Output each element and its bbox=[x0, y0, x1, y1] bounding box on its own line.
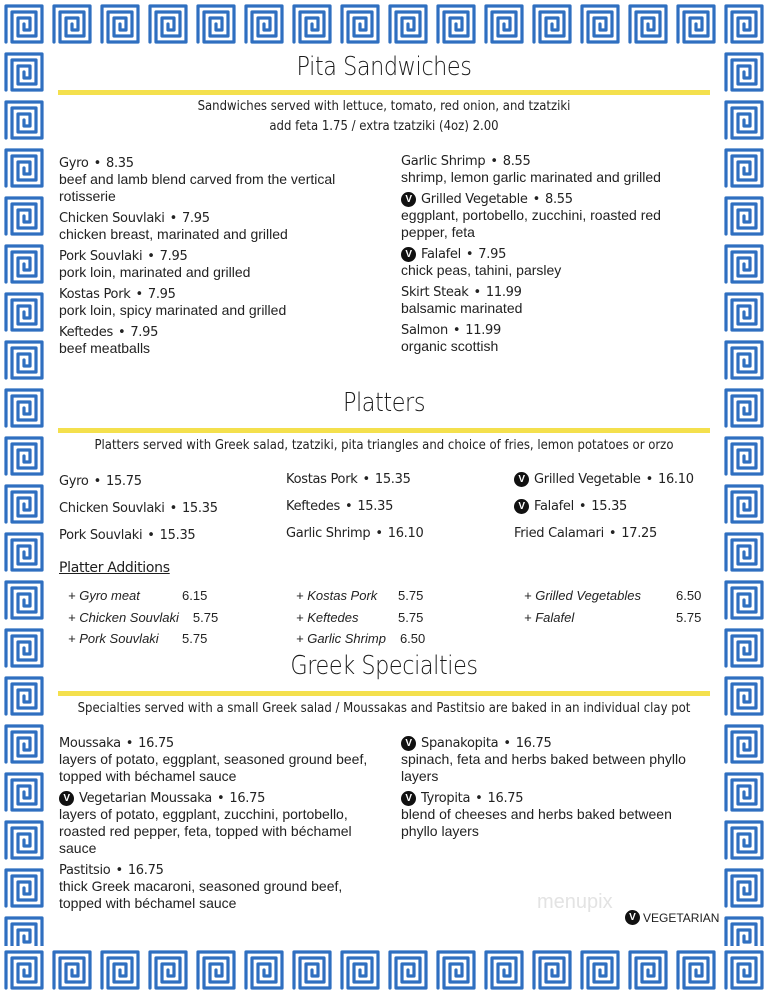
pita-right-column bbox=[401, 154, 701, 361]
additions-column-3 bbox=[524, 585, 724, 628]
bullet-separator: • bbox=[473, 285, 481, 300]
vegetarian-badge-icon: V bbox=[401, 192, 416, 207]
specialties-rule bbox=[58, 691, 710, 696]
addition-price: 5.75 bbox=[398, 609, 424, 625]
bullet-separator: • bbox=[169, 211, 177, 226]
bullet-separator: • bbox=[362, 472, 370, 487]
additions-column-1 bbox=[68, 585, 288, 650]
menu-item-name: Chicken Souvlaki bbox=[59, 211, 165, 226]
platter-item-price: 16.10 bbox=[657, 472, 694, 487]
addition-name: + Gyro meat bbox=[68, 588, 140, 604]
platter-item-name: Gyro bbox=[59, 474, 89, 489]
menu-item-price: 7.95 bbox=[130, 325, 159, 340]
platter-item bbox=[59, 522, 279, 549]
platter-item bbox=[59, 468, 279, 495]
greek-key-tile bbox=[0, 816, 48, 864]
menu-item-header bbox=[401, 285, 701, 300]
greek-key-tile bbox=[720, 768, 768, 816]
bullet-separator: • bbox=[125, 736, 134, 751]
greek-key-tile bbox=[432, 946, 480, 994]
platter-addition bbox=[296, 585, 516, 607]
greek-key-tile bbox=[336, 0, 384, 48]
border-bottom bbox=[0, 946, 768, 994]
vegetarian-badge-icon: V bbox=[59, 791, 74, 806]
menu-item-description: chicken breast, marinated and grilled bbox=[59, 226, 288, 242]
bullet-separator: • bbox=[169, 501, 177, 516]
platter-addition bbox=[524, 585, 724, 607]
menu-item-header bbox=[59, 287, 369, 302]
menu-item-price: 8.55 bbox=[502, 154, 531, 169]
greek-key-tile bbox=[96, 946, 144, 994]
greek-key-tile bbox=[720, 192, 768, 240]
border-right bbox=[720, 48, 768, 946]
bullet-separator: • bbox=[135, 287, 143, 302]
menu-item-description: layers of potato, eggplant, seasoned ground beef, topped with béchamel sauce bbox=[59, 751, 368, 784]
greek-key-tile bbox=[288, 946, 336, 994]
bullet-separator: • bbox=[490, 154, 498, 169]
bullet-separator: • bbox=[216, 791, 225, 806]
greek-key-tile bbox=[240, 0, 288, 48]
menu-item-description: organic scottish bbox=[401, 338, 499, 354]
greek-key-tile bbox=[624, 946, 672, 994]
menu-item-header bbox=[401, 323, 701, 338]
watermark: menupix bbox=[537, 891, 613, 913]
menu-item-header bbox=[401, 154, 701, 169]
platter-additions-title: Platter Additions bbox=[59, 560, 170, 576]
menu-item-price: 7.95 bbox=[181, 211, 210, 226]
pita-rule bbox=[58, 90, 710, 95]
addition-name: + Pork Souvlaki bbox=[68, 631, 159, 647]
greek-key-tile bbox=[96, 0, 144, 48]
greek-key-tile bbox=[720, 432, 768, 480]
platters-rule bbox=[58, 428, 710, 433]
menu-item bbox=[59, 249, 369, 281]
platter-item-price: 15.35 bbox=[181, 501, 218, 516]
greek-key-tile bbox=[144, 946, 192, 994]
bullet-separator: • bbox=[117, 325, 126, 340]
greek-key-tile bbox=[720, 0, 768, 48]
menu-item-header bbox=[59, 249, 369, 264]
bullet-separator: • bbox=[608, 526, 617, 541]
greek-key-tile bbox=[0, 912, 48, 946]
greek-key-tile bbox=[0, 946, 48, 994]
greek-key-tile bbox=[0, 720, 48, 768]
platter-addition bbox=[68, 628, 288, 650]
bullet-separator: • bbox=[147, 249, 155, 264]
bullet-separator: • bbox=[93, 474, 101, 489]
platter-addition bbox=[68, 585, 288, 607]
greek-key-tile bbox=[0, 672, 48, 720]
greek-key-tile bbox=[336, 946, 384, 994]
menu-item-name: Grilled Vegetable bbox=[421, 192, 528, 207]
platter-item-price: 15.35 bbox=[159, 528, 196, 543]
platter-item bbox=[514, 466, 714, 493]
menu-item-price: 7.95 bbox=[478, 247, 507, 262]
menu-item-price: 7.95 bbox=[147, 287, 176, 302]
menu-item-description: eggplant, portobello, zucchini, roasted red pepper, feta bbox=[401, 207, 661, 240]
menu-item bbox=[401, 247, 701, 279]
greek-key-tile bbox=[720, 946, 768, 994]
bullet-separator: • bbox=[475, 791, 483, 806]
menu-item-name: Garlic Shrimp bbox=[401, 154, 486, 169]
addition-name: + Garlic Shrimp bbox=[296, 631, 386, 647]
greek-key-tile bbox=[288, 0, 336, 48]
bullet-separator: • bbox=[344, 499, 353, 514]
menu-item-description: chick peas, tahini, parsley bbox=[401, 262, 562, 278]
menu-item-price: 16.75 bbox=[127, 863, 164, 878]
bullet-separator: • bbox=[115, 863, 123, 878]
greek-key-tile bbox=[720, 480, 768, 528]
menu-item-price: 7.95 bbox=[159, 249, 188, 264]
greek-key-tile bbox=[528, 0, 576, 48]
menu-item bbox=[59, 211, 369, 243]
platters-title: Platters bbox=[342, 388, 426, 418]
addition-price: 6.15 bbox=[182, 588, 208, 604]
menu-item-name: Tyropita bbox=[421, 791, 471, 806]
menu-item-header bbox=[401, 247, 701, 262]
vegetarian-badge-icon: V bbox=[514, 472, 529, 487]
greek-key-tile bbox=[720, 528, 768, 576]
pita-subtitle-line1: Sandwiches served with lettuce, tomato, red onion, and tzatziki bbox=[197, 99, 571, 114]
menu-item-name: Falafel bbox=[421, 247, 461, 262]
platter-item-price: 15.75 bbox=[105, 474, 142, 489]
addition-price: 5.75 bbox=[192, 609, 219, 625]
platter-addition bbox=[68, 607, 288, 629]
greek-key-tile bbox=[0, 144, 48, 192]
menu-item bbox=[401, 791, 711, 840]
greek-key-tile bbox=[480, 0, 528, 48]
greek-key-tile bbox=[720, 144, 768, 192]
greek-key-tile bbox=[48, 0, 96, 48]
menu-item bbox=[401, 154, 701, 186]
menu-item-description: pork loin, marinated and grilled bbox=[59, 264, 251, 280]
menu-item-price: 11.99 bbox=[465, 323, 501, 338]
platter-item bbox=[514, 493, 714, 520]
greek-key-tile bbox=[0, 192, 48, 240]
greek-specialties-title: Greek Specialties bbox=[290, 651, 478, 681]
menu-item bbox=[59, 736, 369, 785]
menu-item-description: beef and lamb blend carved from the vertical rotisserie bbox=[59, 171, 336, 204]
greek-key-tile bbox=[720, 912, 768, 946]
menu-item-header bbox=[59, 156, 369, 171]
pita-left-column bbox=[59, 156, 369, 363]
menu-item bbox=[59, 325, 369, 357]
bullet-separator: • bbox=[375, 526, 383, 541]
platter-item bbox=[59, 495, 279, 522]
addition-price: 5.75 bbox=[676, 609, 702, 625]
platter-item-name: Garlic Shrimp bbox=[286, 526, 371, 541]
menu-item-header bbox=[59, 736, 369, 751]
menu-item-description: shrimp, lemon garlic marinated and grilled bbox=[401, 169, 661, 185]
platter-item-price: 17.25 bbox=[621, 526, 657, 541]
platter-item-name: Chicken Souvlaki bbox=[59, 501, 165, 516]
menu-item bbox=[401, 192, 701, 241]
greek-key-tile bbox=[0, 96, 48, 144]
menu-item-name: Keftedes bbox=[59, 325, 113, 340]
greek-key-tile bbox=[720, 576, 768, 624]
menu-item-description: beef meatballs bbox=[59, 340, 151, 356]
greek-key-tile bbox=[384, 946, 432, 994]
greek-key-tile bbox=[720, 96, 768, 144]
bullet-separator: • bbox=[147, 528, 155, 543]
greek-key-tile bbox=[720, 864, 768, 912]
greek-key-tile bbox=[144, 0, 192, 48]
menu-item bbox=[59, 863, 369, 912]
vegetarian-badge-icon: V bbox=[401, 791, 416, 806]
greek-key-tile bbox=[720, 720, 768, 768]
pita-sandwiches-title: Pita Sandwiches bbox=[296, 52, 472, 82]
vegetarian-badge-icon: V bbox=[401, 736, 416, 751]
addition-name: + Falafel bbox=[524, 609, 575, 625]
greek-key-tile bbox=[624, 0, 672, 48]
platters-column-1 bbox=[59, 468, 279, 549]
menu-item-price: 8.35 bbox=[105, 156, 134, 171]
vegetarian-legend bbox=[625, 910, 719, 925]
greek-key-tile bbox=[720, 48, 768, 96]
specialties-subtitle: Specialties served with a small Greek salad / Moussakas and Pastitsio are baked in an individual clay pot bbox=[77, 701, 691, 716]
menu-item-price: 16.75 bbox=[138, 736, 174, 751]
platter-item bbox=[514, 520, 714, 547]
greek-key-tile bbox=[720, 240, 768, 288]
platter-item-price: 15.35 bbox=[591, 499, 628, 514]
platters-subtitle: Platters served with Greek salad, tzatziki, pita triangles and choice of fries, lemon potatoes or orzo bbox=[94, 438, 674, 453]
menu-item-name: Skirt Steak bbox=[401, 285, 469, 300]
menu-item-price: 8.55 bbox=[544, 192, 573, 207]
platters-column-3 bbox=[514, 466, 714, 547]
vegetarian-badge-icon: V bbox=[625, 910, 640, 925]
menu-item-name: Moussaka bbox=[59, 736, 121, 751]
menu-item-header bbox=[59, 211, 369, 226]
menu-item-name: Vegetarian Moussaka bbox=[79, 791, 212, 806]
addition-name: + Grilled Vegetables bbox=[524, 588, 641, 604]
addition-name: + Chicken Souvlaki bbox=[68, 609, 179, 625]
menu-page bbox=[50, 48, 718, 946]
platter-item-price: 16.10 bbox=[387, 526, 424, 541]
greek-key-tile bbox=[720, 288, 768, 336]
menu-item bbox=[59, 791, 369, 857]
menu-item-header bbox=[401, 791, 711, 806]
menu-item-description: pork loin, spicy marinated and grilled bbox=[59, 302, 287, 318]
menu-item-price: 16.75 bbox=[515, 736, 552, 751]
vegetarian-badge-icon: V bbox=[401, 247, 416, 262]
platter-item-name: Keftedes bbox=[286, 499, 340, 514]
menu-item-header bbox=[401, 736, 711, 751]
menu-item-description: spinach, feta and herbs baked between phyllo layers bbox=[401, 751, 686, 784]
platter-item-name: Pork Souvlaki bbox=[59, 528, 143, 543]
platter-item bbox=[286, 520, 506, 547]
additions-column-2 bbox=[296, 585, 516, 650]
platter-item-name: Falafel bbox=[534, 499, 574, 514]
bullet-separator: • bbox=[578, 499, 587, 514]
greek-key-tile bbox=[672, 0, 720, 48]
greek-key-tile bbox=[0, 624, 48, 672]
menu-item bbox=[401, 285, 701, 317]
menu-item-name: Kostas Pork bbox=[59, 287, 131, 302]
greek-key-tile bbox=[192, 0, 240, 48]
menu-item-price: 16.75 bbox=[487, 791, 524, 806]
greek-key-tile bbox=[0, 384, 48, 432]
greek-key-tile bbox=[0, 0, 48, 48]
greek-key-tile bbox=[720, 624, 768, 672]
greek-key-tile bbox=[192, 946, 240, 994]
greek-key-tile bbox=[0, 336, 48, 384]
greek-key-tile bbox=[720, 336, 768, 384]
addition-price: 5.75 bbox=[182, 631, 208, 647]
menu-item-name: Spanakopita bbox=[421, 736, 499, 751]
greek-key-tile bbox=[672, 946, 720, 994]
greek-key-tile bbox=[432, 0, 480, 48]
platter-item bbox=[286, 493, 506, 520]
platter-item bbox=[286, 466, 506, 493]
specialties-left-column bbox=[59, 736, 369, 918]
addition-price: 6.50 bbox=[676, 588, 702, 604]
addition-name: + Kostas Pork bbox=[296, 588, 378, 604]
greek-key-tile bbox=[0, 864, 48, 912]
greek-key-tile bbox=[720, 672, 768, 720]
menu-item-header bbox=[59, 863, 369, 878]
menu-item bbox=[59, 156, 369, 205]
menu-item-description: layers of potato, eggplant, zucchini, portobello, roasted red pepper, feta, topped with béchamel sauce bbox=[59, 806, 352, 856]
menu-item-name: Gyro bbox=[59, 156, 89, 171]
greek-key-tile bbox=[0, 480, 48, 528]
platter-item-name: Kostas Pork bbox=[286, 472, 358, 487]
menu-item-price: 11.99 bbox=[485, 285, 522, 300]
greek-key-tile bbox=[720, 384, 768, 432]
greek-key-tile bbox=[576, 946, 624, 994]
greek-key-tile bbox=[0, 432, 48, 480]
platter-addition bbox=[296, 607, 516, 629]
greek-key-tile bbox=[0, 48, 48, 96]
bullet-separator: • bbox=[645, 472, 653, 487]
menu-item bbox=[401, 323, 701, 355]
bullet-separator: • bbox=[532, 192, 540, 207]
menu-item-header bbox=[401, 192, 701, 207]
vegetarian-legend-label: VEGETARIAN bbox=[643, 910, 720, 925]
menu-item-name: Salmon bbox=[401, 323, 448, 338]
menu-item-name: Pork Souvlaki bbox=[59, 249, 143, 264]
border-left bbox=[0, 48, 48, 946]
greek-key-tile bbox=[720, 816, 768, 864]
border-top bbox=[0, 0, 768, 48]
greek-key-tile bbox=[384, 0, 432, 48]
menu-item bbox=[401, 736, 711, 785]
bullet-separator: • bbox=[465, 247, 474, 262]
platter-item-name: Grilled Vegetable bbox=[534, 472, 641, 487]
greek-key-tile bbox=[0, 240, 48, 288]
greek-key-tile bbox=[48, 946, 96, 994]
greek-key-tile bbox=[0, 288, 48, 336]
addition-price: 6.50 bbox=[399, 631, 426, 647]
greek-key-tile bbox=[0, 576, 48, 624]
greek-key-tile bbox=[0, 768, 48, 816]
menu-item-header bbox=[59, 791, 369, 806]
greek-key-tile bbox=[576, 0, 624, 48]
menu-item-name: Pastitsio bbox=[59, 863, 111, 878]
pita-subtitle-line2: add feta 1.75 / extra tzatziki (4oz) 2.00 bbox=[269, 119, 499, 134]
greek-key-tile bbox=[480, 946, 528, 994]
menu-item-price: 16.75 bbox=[229, 791, 266, 806]
platter-addition bbox=[296, 628, 516, 650]
pita-subtitle bbox=[50, 97, 718, 137]
bullet-separator: • bbox=[93, 156, 101, 171]
menu-item-description: thick Greek macaroni, seasoned ground beef, topped with béchamel sauce bbox=[59, 878, 343, 911]
menu-item-description: balsamic marinated bbox=[401, 300, 523, 316]
addition-name: + Keftedes bbox=[296, 609, 359, 625]
menu-item-header bbox=[59, 325, 369, 340]
greek-key-tile bbox=[0, 528, 48, 576]
greek-key-tile bbox=[528, 946, 576, 994]
specialties-right-column bbox=[401, 736, 711, 846]
platter-item-price: 15.35 bbox=[374, 472, 411, 487]
menu-item bbox=[59, 287, 369, 319]
bullet-separator: • bbox=[452, 323, 461, 338]
addition-price: 5.75 bbox=[398, 588, 424, 604]
greek-key-tile bbox=[240, 946, 288, 994]
platter-item-price: 15.35 bbox=[357, 499, 394, 514]
vegetarian-badge-icon: V bbox=[514, 499, 529, 514]
menu-item-description: blend of cheeses and herbs baked between phyllo layers bbox=[401, 806, 672, 839]
platters-column-2 bbox=[286, 466, 506, 547]
platter-item-name: Fried Calamari bbox=[514, 526, 604, 541]
bullet-separator: • bbox=[503, 736, 511, 751]
platter-addition bbox=[524, 607, 724, 629]
